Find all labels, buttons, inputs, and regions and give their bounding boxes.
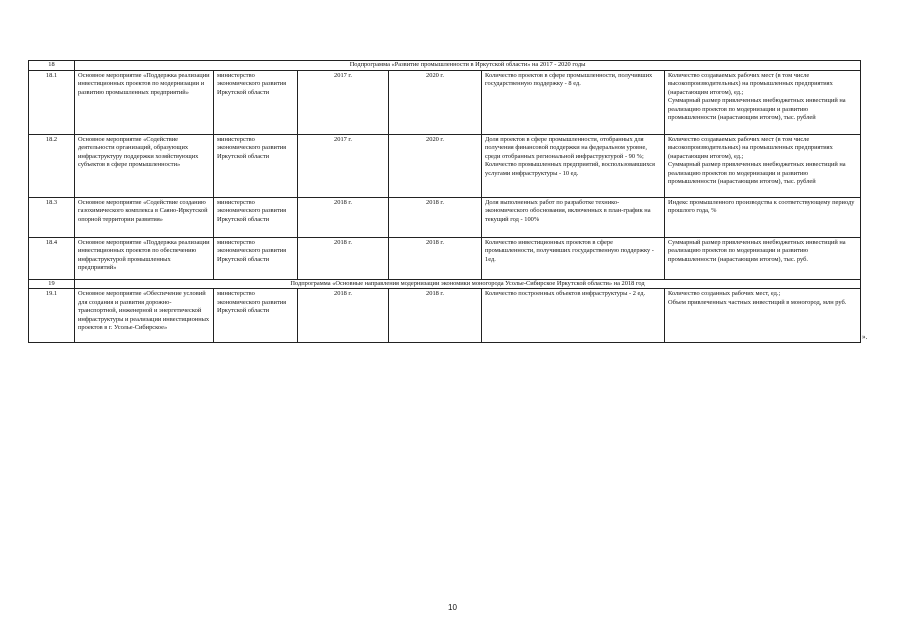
activity-cell: Основное мероприятие «Поддержка реализации инвестиционных проектов по модернизации и развитию промышленных предприятий» bbox=[75, 70, 214, 134]
start-year-cell: 2017 г. bbox=[298, 70, 389, 134]
table-row bbox=[29, 237, 861, 279]
indicator-cell: Суммарный размер привлеченных внебюджетных инвестиций на реализацию проектов по модернизации и развитию промышленности (нарастающим итогом), тыс. руб. bbox=[665, 237, 861, 279]
indicator-cell: Количество создаваемых рабочих мест (в том числе высокопроизводительных) на промышленных предприятиях (нарастающим итогом), ед.; Суммарный размер привлеченных внебюджетных инвестиций на реализацию проектов по модернизации и развитию промышленности (нарастающим итогом), тыс. рублей bbox=[665, 134, 861, 197]
end-year-cell: 2018 г. bbox=[389, 289, 482, 343]
result-cell: Доля выполненных работ по разработке технико-экономического обоснования, включенных в план-график на текущий год - 100% bbox=[482, 197, 665, 237]
section-header-row bbox=[29, 279, 861, 289]
table-row bbox=[29, 70, 861, 134]
row-number: 18.1 bbox=[29, 70, 75, 134]
activity-cell: Основное мероприятие «Поддержка реализации инвестиционных проектов по обеспечению инфраструктурой промышленных предприятий» bbox=[75, 237, 214, 279]
section-title: Подпрограмма «Развитие промышленности в Иркутской области» на 2017 - 2020 годы bbox=[75, 61, 861, 71]
start-year-cell: 2018 г. bbox=[298, 237, 389, 279]
executor-cell: министерство экономического развития Иркутской области bbox=[214, 197, 298, 237]
executor-cell: министерство экономического развития Иркутской области bbox=[214, 237, 298, 279]
executor-cell: министерство экономического развития Иркутской области bbox=[214, 289, 298, 343]
end-year-cell: 2018 г. bbox=[389, 237, 482, 279]
table-row bbox=[29, 289, 861, 343]
table-row bbox=[29, 134, 861, 197]
page-number: 10 bbox=[448, 603, 457, 612]
executor-cell: министерство экономического развития Иркутской области bbox=[214, 70, 298, 134]
table-row bbox=[29, 197, 861, 237]
indicator-cell: Количество созданных рабочих мест, ед.; Объем привлеченных частных инвестиций в моногород, млн руб. bbox=[665, 289, 861, 343]
row-number: 18.3 bbox=[29, 197, 75, 237]
section-number: 19 bbox=[29, 279, 75, 289]
result-cell: Количество построенных объектов инфраструктуры - 2 ед. bbox=[482, 289, 665, 343]
result-cell: Количество инвестиционных проектов в сфере промышленности, получивших государственную поддержку - 1ед. bbox=[482, 237, 665, 279]
section-header-row bbox=[29, 61, 861, 71]
closing-quote-mark: ». bbox=[862, 333, 868, 341]
activity-cell: Основное мероприятие «Содействие созданию газохимического комплекса в Саяно-Иркутской опорной территории развития» bbox=[75, 197, 214, 237]
result-cell: Доля проектов в сфере промышленности, отобранных для получения финансовой поддержки на федеральном уровне, среди отобранных региональной инфраструктурой - 90 %; Количество промышленных предприятий, воспользовавшихся услугами инфраструктуры - 10 ед. bbox=[482, 134, 665, 197]
measures-table bbox=[28, 60, 861, 343]
row-number: 18.4 bbox=[29, 237, 75, 279]
activity-cell: Основное мероприятие «Содействие деятельности организаций, образующих инфраструктуру поддержки хозяйствующих субъектов в сфере промышленности» bbox=[75, 134, 214, 197]
start-year-cell: 2018 г. bbox=[298, 289, 389, 343]
start-year-cell: 2018 г. bbox=[298, 197, 389, 237]
indicator-cell: Количество создаваемых рабочих мест (в том числе высокопроизводительных) на промышленных предприятиях (нарастающим итогом), ед.; Суммарный размер привлеченных внебюджетных инвестиций на реализацию проектов по модернизации и развитию промышленности (нарастающим итогом), тыс. рублей bbox=[665, 70, 861, 134]
start-year-cell: 2017 г. bbox=[298, 134, 389, 197]
result-cell: Количество проектов в сфере промышленности, получивших государственную поддержку - 8 ед. bbox=[482, 70, 665, 134]
section-title: Подпрограмма «Основные направления модернизации экономики моногорода Усолье-Сибирское Иркутской области» на 2018 год bbox=[75, 279, 861, 289]
end-year-cell: 2020 г. bbox=[389, 134, 482, 197]
activity-cell: Основное мероприятие «Обеспечение условий для создания и развития дорожно-транспортной, инженерной и энергетической инфраструктуры и реализации инвестиционных проектов в г. Усолье-Сибирское» bbox=[75, 289, 214, 343]
row-number: 18.2 bbox=[29, 134, 75, 197]
indicator-cell: Индекс промышленного производства к соответствующему периоду прошлого года, % bbox=[665, 197, 861, 237]
section-number: 18 bbox=[29, 61, 75, 71]
executor-cell: министерство экономического развития Иркутской области bbox=[214, 134, 298, 197]
row-number: 19.1 bbox=[29, 289, 75, 343]
end-year-cell: 2018 г. bbox=[389, 197, 482, 237]
end-year-cell: 2020 г. bbox=[389, 70, 482, 134]
